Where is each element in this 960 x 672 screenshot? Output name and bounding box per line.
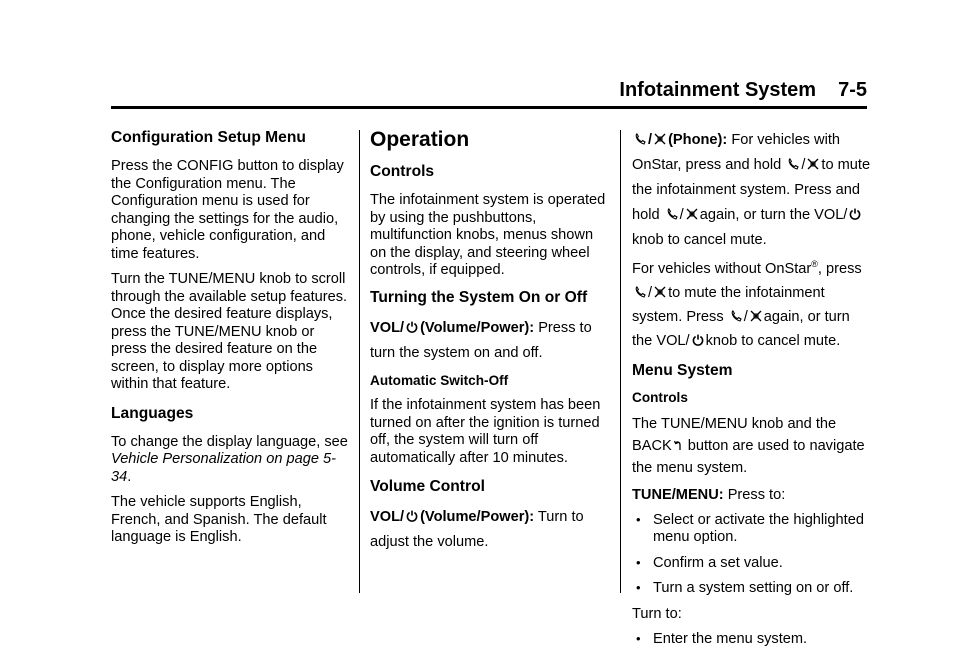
paragraph: The vehicle supports English, French, and Spanish. The default language is English.: [111, 494, 327, 545]
text: , press: [817, 261, 862, 277]
paragraph: [632, 483, 872, 508]
text: .: [127, 468, 132, 485]
text: button are used to navigate the menu system.: [632, 437, 865, 476]
paragraph: [370, 316, 610, 366]
page-number: 7-5: [838, 79, 867, 101]
list-item: • Select or activate the highlighted menu option.: [632, 512, 872, 547]
list-item: • Turn a system setting on or off.: [632, 580, 872, 598]
label: (Phone):: [668, 132, 728, 148]
paragraph: Turn the TUNE/MENU knob to scroll through the available setup features. Once the desired feature displays, press the TUNE/MENU knob or press the desired feature on the screen, to display more options within that feature.: [111, 271, 348, 392]
phone-icon: [634, 286, 646, 298]
text: mute the infotainment system. Press and hold: [632, 157, 871, 223]
text: For vehicles with OnStar, press and hold: [632, 132, 840, 173]
power-icon: [406, 510, 418, 522]
paragraph: For vehicles without OnStar®, press / to mute the infotainment system. Press / again, or turn the VOL/ knob to cancel mute.: [632, 259, 862, 349]
text: Press to turn the system on and off.: [370, 319, 592, 361]
text: again, or turn the VOL/: [632, 309, 850, 349]
cross-reference-link[interactable]: Vehicle Personalization on page 5-34: [111, 451, 336, 485]
text: to mute the infotainment system. Press: [632, 285, 825, 325]
heading-menu-system: Menu System: [632, 362, 733, 379]
paragraph: Press the CONFIG button to display the Configuration menu. The Configuration menu is used for changing the settings for the audio, phone, vehicle configuration, and time features.: [111, 158, 344, 262]
label: (Volume/Power):: [420, 509, 535, 525]
paragraph: [370, 505, 610, 555]
power-icon: [849, 208, 861, 220]
page-header: [619, 79, 867, 102]
heading-languages: Languages: [111, 404, 194, 422]
text: knob to cancel mute.: [705, 333, 841, 349]
mute-icon: [654, 286, 666, 298]
paragraph: [632, 413, 872, 479]
text: For vehicles without OnStar: [632, 261, 812, 277]
registered-mark: ®: [811, 259, 818, 270]
section-title: Infotainment System: [619, 79, 817, 101]
text: knob to cancel mute.: [632, 232, 767, 248]
list-item: • Enter the menu system.: [632, 631, 872, 649]
column-2: [370, 128, 610, 555]
heading-turning-on-off: Turning the System On or Off: [370, 288, 588, 306]
mute-icon: [750, 310, 762, 322]
heading-controls: Controls: [370, 163, 435, 180]
paragraph: / (Phone): For vehicles with OnStar, press and hold / to mute the infotainment system. Press and hold / again, or turn the VOL/ knob to cancel mute.: [632, 132, 871, 248]
back-icon: [674, 439, 686, 451]
subheading-auto-off: Automatic Switch-Off: [370, 372, 509, 388]
paragraph: If the infotainment system has been turned on after the ignition is turned off, the system will turn off automatically after 10 minutes.: [370, 397, 601, 466]
label: TUNE/MENU:: [632, 486, 724, 503]
mute-icon: [686, 208, 698, 220]
press-list: [632, 512, 872, 598]
mute-icon: [654, 133, 666, 145]
label: (Volume/Power):: [420, 319, 535, 336]
phone-icon: [634, 133, 646, 145]
list-item: • Confirm a set value.: [632, 555, 872, 573]
text: Turn to adjust the volume.: [370, 509, 584, 550]
column-divider-1: [359, 130, 360, 593]
text: to: [821, 157, 834, 173]
text: Press to:: [727, 486, 786, 503]
phone-icon: [787, 158, 799, 170]
mute-icon: [807, 158, 819, 170]
heading-volume-control: Volume Control: [370, 478, 485, 495]
heading-configuration: Configuration Setup Menu: [111, 129, 306, 146]
header-rule: [111, 106, 867, 109]
heading-operation: Operation: [370, 128, 470, 151]
column-1: [111, 128, 351, 547]
text: again, or turn the VOL/: [699, 207, 848, 223]
column-3: [632, 128, 872, 649]
paragraph: [111, 434, 351, 487]
label: VOL/: [370, 319, 405, 336]
phone-icon: [730, 310, 742, 322]
turn-list: [632, 631, 872, 649]
text: The TUNE/MENU knob and the BACK: [632, 415, 837, 454]
text: To change the display language, see: [111, 433, 348, 450]
column-divider-2: [620, 130, 621, 593]
power-icon: [692, 334, 704, 346]
power-icon: [406, 321, 418, 333]
paragraph: Turn to:: [632, 605, 682, 622]
paragraph: The infotainment system is operated by using the pushbuttons, multifunction knobs, menus shown on the display, and steering wheel controls, if equipped.: [370, 192, 606, 278]
subheading-controls: Controls: [632, 390, 688, 405]
phone-icon: [666, 208, 678, 220]
label: VOL/: [370, 509, 405, 525]
